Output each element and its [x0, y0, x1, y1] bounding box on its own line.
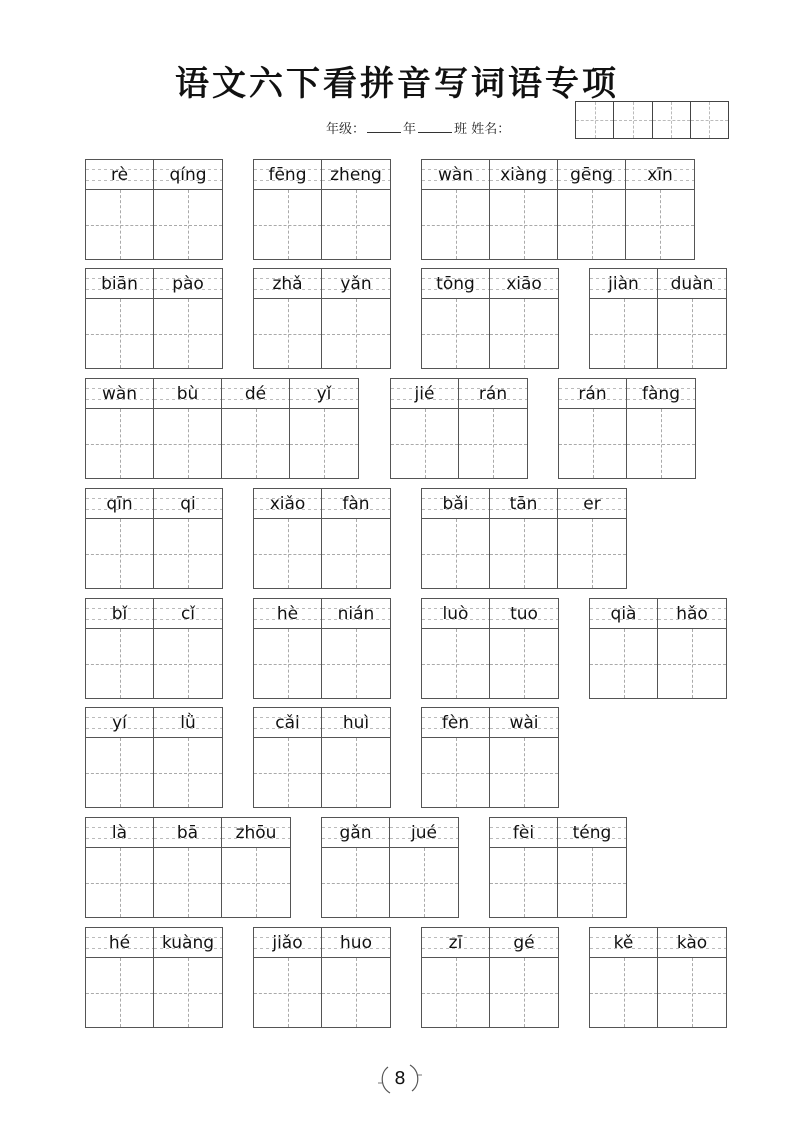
char-cell	[558, 160, 626, 259]
char-cell	[290, 379, 358, 478]
tianzige-writing-box[interactable]	[590, 629, 657, 698]
word-group	[85, 378, 359, 479]
pinyin-label: rè	[86, 160, 153, 190]
tianzige-writing-box[interactable]	[154, 409, 221, 478]
pinyin-label: tuo	[490, 599, 558, 629]
word-group	[85, 159, 223, 260]
char-cell	[490, 928, 558, 1027]
pinyin-label: gǎn	[322, 818, 389, 848]
char-cell	[459, 379, 527, 478]
tianzige-writing-box[interactable]	[322, 848, 389, 917]
pinyin-label: jué	[390, 818, 458, 848]
word-group	[589, 598, 727, 699]
char-cell	[658, 928, 726, 1027]
tianzige-writing-box[interactable]	[254, 519, 321, 588]
tianzige-writing-box[interactable]	[422, 958, 489, 1027]
char-cell	[86, 928, 154, 1027]
tianzige-writing-box[interactable]	[86, 629, 153, 698]
char-cell	[658, 269, 726, 368]
pinyin-label: qīn	[86, 489, 153, 519]
pinyin-label: bǎi	[422, 489, 489, 519]
grade-label: 年级：	[326, 122, 366, 137]
char-cell	[558, 489, 626, 588]
tianzige-writing-box[interactable]	[222, 409, 289, 478]
char-cell	[86, 269, 154, 368]
pinyin-label: rán	[459, 379, 527, 409]
char-cell	[154, 379, 222, 478]
word-group	[489, 817, 627, 918]
pinyin-label: xiàng	[490, 160, 557, 190]
tianzige-writing-box[interactable]	[322, 738, 390, 807]
char-cell	[154, 269, 222, 368]
tianzige-writing-box[interactable]	[558, 519, 626, 588]
tianzige-writing-box[interactable]	[322, 519, 390, 588]
pinyin-label: huì	[322, 708, 390, 738]
word-group	[589, 927, 727, 1028]
pinyin-label: cǐ	[154, 599, 222, 629]
tianzige-writing-box[interactable]	[626, 190, 694, 259]
pinyin-label: tān	[490, 489, 557, 519]
pinyin-label: jiǎo	[254, 928, 321, 958]
word-group	[421, 598, 559, 699]
pinyin-label: fèn	[422, 708, 489, 738]
char-cell	[590, 599, 658, 698]
char-cell	[422, 928, 490, 1027]
pinyin-label: lǜ	[154, 708, 222, 738]
char-cell	[627, 379, 695, 478]
tianzige-writing-box[interactable]	[154, 519, 222, 588]
char-cell	[322, 160, 390, 259]
grade-blank[interactable]	[367, 120, 401, 133]
char-cell	[391, 379, 459, 478]
char-cell	[222, 818, 290, 917]
char-cell	[254, 599, 322, 698]
tianzige-writing-box[interactable]	[154, 299, 222, 368]
student-info-line	[326, 118, 510, 137]
tianzige-writing-box[interactable]	[559, 409, 626, 478]
char-cell	[254, 928, 322, 1027]
tianzige-writing-box[interactable]	[86, 958, 153, 1027]
tianzige-writing-box[interactable]	[391, 409, 458, 478]
char-cell	[254, 708, 322, 807]
char-cell	[322, 269, 390, 368]
pinyin-label: qi	[154, 489, 222, 519]
char-cell	[222, 379, 290, 478]
char-cell	[86, 379, 154, 478]
page-title: 语文六下看拼音写词语专项	[175, 64, 619, 104]
char-cell	[154, 160, 222, 259]
tianzige-writing-box[interactable]	[422, 519, 489, 588]
pinyin-label: tōng	[422, 269, 489, 299]
pinyin-label: biān	[86, 269, 153, 299]
tianzige-writing-box[interactable]	[322, 629, 390, 698]
nian-label: 年	[403, 122, 417, 137]
char-cell	[322, 599, 390, 698]
char-cell	[490, 599, 558, 698]
tianzige-writing-box[interactable]	[558, 848, 626, 917]
tianzige-writing-box[interactable]	[590, 958, 657, 1027]
tianzige-writing-box[interactable]	[422, 299, 489, 368]
pinyin-label: kào	[658, 928, 726, 958]
char-cell	[254, 489, 322, 588]
char-cell	[154, 928, 222, 1027]
pinyin-label: zheng	[322, 160, 390, 190]
word-group	[321, 817, 459, 918]
name-box[interactable]	[653, 102, 691, 138]
word-group	[421, 159, 695, 260]
word-group	[253, 488, 391, 589]
tianzige-writing-box[interactable]	[490, 848, 557, 917]
pinyin-label: luò	[422, 599, 489, 629]
char-cell	[390, 818, 458, 917]
char-cell	[422, 708, 490, 807]
tianzige-writing-box[interactable]	[422, 629, 489, 698]
pinyin-label: kě	[590, 928, 657, 958]
tianzige-writing-box[interactable]	[490, 958, 558, 1027]
tianzige-writing-box[interactable]	[290, 409, 358, 478]
page-number-badge	[378, 1059, 422, 1099]
tianzige-writing-box[interactable]	[86, 848, 153, 917]
tianzige-writing-box[interactable]	[322, 958, 390, 1027]
tianzige-writing-box[interactable]	[490, 629, 558, 698]
pinyin-label: pào	[154, 269, 222, 299]
char-cell	[86, 489, 154, 588]
char-cell	[422, 599, 490, 698]
tianzige-writing-box[interactable]	[86, 190, 153, 259]
tianzige-writing-box[interactable]	[490, 299, 558, 368]
pinyin-label: xīn	[626, 160, 694, 190]
tianzige-writing-box[interactable]	[658, 629, 726, 698]
pinyin-label: dé	[222, 379, 289, 409]
pinyin-label: huo	[322, 928, 390, 958]
char-cell	[558, 818, 626, 917]
word-group	[85, 817, 291, 918]
name-box[interactable]	[576, 102, 614, 138]
word-group	[421, 707, 559, 808]
char-cell	[322, 928, 390, 1027]
word-group	[85, 707, 223, 808]
tianzige-writing-box[interactable]	[627, 409, 695, 478]
tianzige-writing-box[interactable]	[154, 958, 222, 1027]
tianzige-writing-box[interactable]	[422, 738, 489, 807]
tianzige-writing-box[interactable]	[254, 629, 321, 698]
pinyin-label: gēng	[558, 160, 625, 190]
pinyin-label: nián	[322, 599, 390, 629]
pinyin-label: hè	[254, 599, 321, 629]
pinyin-label: cǎi	[254, 708, 321, 738]
char-cell	[490, 818, 558, 917]
tianzige-writing-box[interactable]	[254, 190, 321, 259]
tianzige-writing-box[interactable]	[154, 848, 221, 917]
ban-label: 班	[454, 122, 468, 137]
word-group	[253, 598, 391, 699]
char-cell	[86, 160, 154, 259]
tianzige-writing-box[interactable]	[154, 190, 222, 259]
char-cell	[422, 489, 490, 588]
tianzige-writing-box[interactable]	[590, 299, 657, 368]
char-cell	[590, 269, 658, 368]
word-group	[390, 378, 528, 479]
pinyin-label: xiǎo	[254, 489, 321, 519]
tianzige-writing-box[interactable]	[490, 738, 558, 807]
char-cell	[322, 818, 390, 917]
char-cell	[254, 160, 322, 259]
word-group	[85, 598, 223, 699]
name-box[interactable]	[614, 102, 652, 138]
word-group	[253, 268, 391, 369]
char-cell	[490, 489, 558, 588]
char-cell	[322, 489, 390, 588]
word-group	[589, 268, 727, 369]
pinyin-label: fēng	[254, 160, 321, 190]
tianzige-writing-box[interactable]	[459, 409, 527, 478]
char-cell	[154, 489, 222, 588]
char-cell	[590, 928, 658, 1027]
tianzige-writing-box[interactable]	[86, 519, 153, 588]
pinyin-label: xiāo	[490, 269, 558, 299]
pinyin-label: zī	[422, 928, 489, 958]
name-label: 姓名：	[471, 122, 511, 137]
name-writing-boxes[interactable]	[575, 101, 729, 139]
char-cell	[490, 708, 558, 807]
char-cell	[86, 818, 154, 917]
char-cell	[154, 708, 222, 807]
char-cell	[658, 599, 726, 698]
pinyin-label: rán	[559, 379, 626, 409]
char-cell	[626, 160, 694, 259]
word-group	[85, 268, 223, 369]
char-cell	[154, 818, 222, 917]
pinyin-label: qíng	[154, 160, 222, 190]
word-group	[253, 159, 391, 260]
char-cell	[86, 599, 154, 698]
pinyin-label: wàn	[86, 379, 153, 409]
char-cell	[559, 379, 627, 478]
pinyin-label: là	[86, 818, 153, 848]
char-cell	[490, 269, 558, 368]
tianzige-writing-box[interactable]	[390, 848, 458, 917]
pinyin-label: bā	[154, 818, 221, 848]
char-cell	[422, 269, 490, 368]
tianzige-writing-box[interactable]	[222, 848, 290, 917]
pinyin-label: bù	[154, 379, 221, 409]
tianzige-writing-box[interactable]	[322, 190, 390, 259]
tianzige-writing-box[interactable]	[154, 738, 222, 807]
pinyin-label: qià	[590, 599, 657, 629]
pinyin-label: bǐ	[86, 599, 153, 629]
pinyin-label: yǎn	[322, 269, 390, 299]
pinyin-label: fàn	[322, 489, 390, 519]
tianzige-writing-box[interactable]	[658, 299, 726, 368]
word-group	[421, 268, 559, 369]
char-cell	[254, 269, 322, 368]
pinyin-label: hǎo	[658, 599, 726, 629]
pinyin-label: hé	[86, 928, 153, 958]
tianzige-writing-box[interactable]	[254, 958, 321, 1027]
pinyin-label: zhǎ	[254, 269, 321, 299]
tianzige-writing-box[interactable]	[86, 299, 153, 368]
word-group	[85, 927, 223, 1028]
word-group	[253, 707, 391, 808]
char-cell	[86, 708, 154, 807]
tianzige-writing-box[interactable]	[558, 190, 625, 259]
tianzige-writing-box[interactable]	[86, 409, 153, 478]
tianzige-writing-box[interactable]	[254, 299, 321, 368]
pinyin-label: jiàn	[590, 269, 657, 299]
pinyin-label: duàn	[658, 269, 726, 299]
char-cell	[154, 599, 222, 698]
char-cell	[322, 708, 390, 807]
tianzige-writing-box[interactable]	[422, 190, 489, 259]
word-group	[253, 927, 391, 1028]
tianzige-writing-box[interactable]	[254, 738, 321, 807]
pinyin-label: téng	[558, 818, 626, 848]
tianzige-writing-box[interactable]	[658, 958, 726, 1027]
word-group	[558, 378, 696, 479]
pinyin-label: fàng	[627, 379, 695, 409]
pinyin-label: kuàng	[154, 928, 222, 958]
pinyin-label: er	[558, 489, 626, 519]
char-cell	[422, 160, 490, 259]
char-cell	[490, 160, 558, 259]
pinyin-label: fèi	[490, 818, 557, 848]
word-group	[421, 927, 559, 1028]
pinyin-label: gé	[490, 928, 558, 958]
word-group	[85, 488, 223, 589]
pinyin-label: yí	[86, 708, 153, 738]
name-box[interactable]	[691, 102, 728, 138]
pinyin-label: jié	[391, 379, 458, 409]
word-group	[421, 488, 627, 589]
pinyin-label: wàn	[422, 160, 489, 190]
page-number: 8	[394, 1068, 406, 1089]
pinyin-label: wài	[490, 708, 558, 738]
pinyin-label: zhōu	[222, 818, 290, 848]
pinyin-label: yǐ	[290, 379, 358, 409]
tianzige-writing-box[interactable]	[490, 190, 557, 259]
tianzige-writing-box[interactable]	[86, 738, 153, 807]
tianzige-writing-box[interactable]	[490, 519, 557, 588]
tianzige-writing-box[interactable]	[154, 629, 222, 698]
tianzige-writing-box[interactable]	[322, 299, 390, 368]
class-blank[interactable]	[418, 120, 452, 133]
